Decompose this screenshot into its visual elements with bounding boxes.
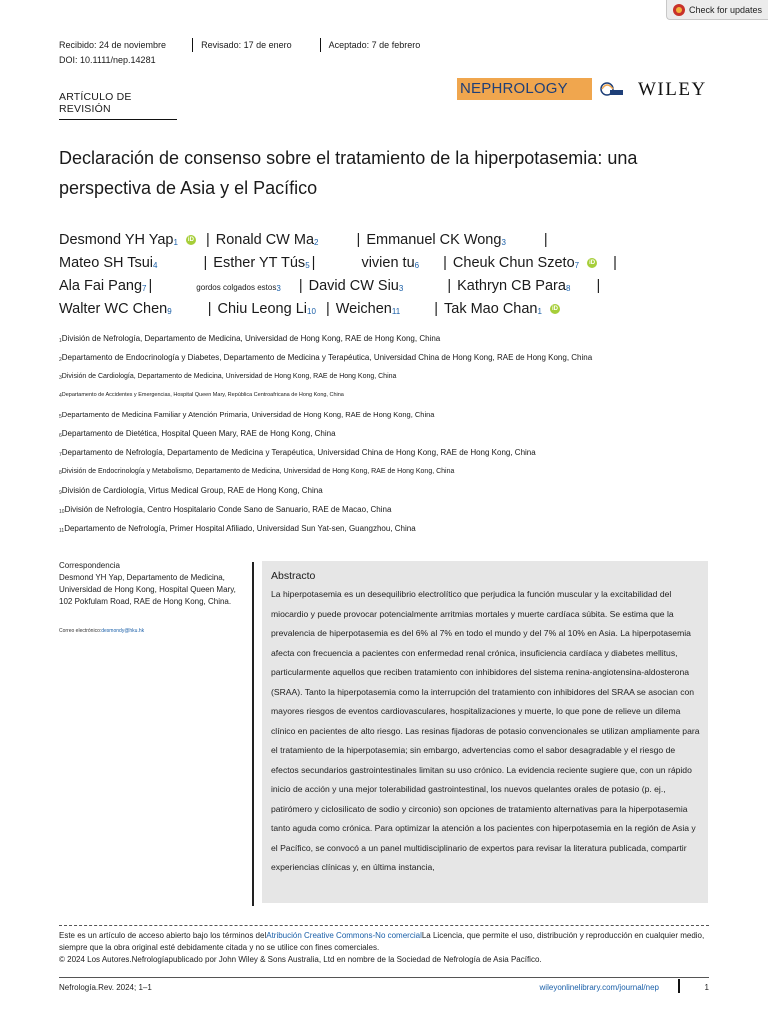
orcid-icon[interactable]: iD: [187, 237, 194, 244]
affiliation: $^6$Departamento de Dietética, Hospital Queen Mary, RAE de Hong Kong, China: [59, 429, 336, 439]
article-title: Declaración de consenso sobre el tratamiento de la hiperpotasemia: una perspectiva de Asia y el Pacífico: [59, 148, 638, 198]
correspondence-label: Correspondencia: [59, 561, 120, 570]
received-date: Recibido: 24 de noviembre: [59, 40, 167, 50]
affiliation-list: [59, 332, 739, 541]
affiliation: $^7$Departamento de Nefrología, Departamento de Medicina y Terapéutica, Universidad China de Hong Kong, RAE de Hong Kong, China: [59, 448, 536, 458]
check-for-updates-button[interactable]: [666, 0, 768, 20]
abstract-text: La hiperpotasemia es un desequilibrio electrolítico que perjudica la función muscular y la excitabilidad del miocardio y puede provocar potencialmente arritmias mortales y muerte cardíaca súbita. Se estima que la prevalencia de hiperpotasemia es del 6% al 7% en todo el mundo y del 7% al 10% en Asia. La hiperpotasemia afecta con frecuencia a pacientes con enfermedad renal crónica, insuficiencia cardíaca y diabetes mellitus, particularmente aquellos que reciben tratamiento con inhibidores del sistema renina-angiotensina-aldosterona (SRAA). Tanto la hiperpotasemia como la interrupción del tratamiento con inhibidores del SRAA se asocian con mayores riesgos de eventos cardiovasculares, hospitalizaciones y muerte, lo que pone de relieve un dilema clínico en pacientes de alto riesgo. Las resinas fijadoras de potasio convencionales se utilizan ampliamente para el tratamiento de la hiperpotasemia; sin embargo, advertencias como el sabor desagradable y el riesgo de efectos secundarios gastrointestinales limitan su uso crónico. La evidencia reciente sugiere que, con un rápido inicio de acción y una mejor tolerabilidad gastrointestinal, los nuevos quelantes orales de potasio (p. ej., patirómero y ciclosilicato de sodio y circonio) son opciones de tratamiento alternativas para la hiperpotasemia tanto aguda como crónica. Para optimizar la atención a los pacientes con hiperpotasemia en la región de Asia y el Pacífico, se convocó a un panel multidisciplinario de expertos para revisar la literatura publicada, compartir experiencias clínicas y, en última instancia,: [271, 589, 700, 872]
affiliation: $^3$División de Cardiología, Departamento de Medicina, Universidad de Hong Kong, RAE de Hong Kong, China: [59, 373, 397, 381]
author-name[interactable]: Weichen$^{11}$: [335, 301, 401, 317]
author-name[interactable]: Walter WC Chen$^9$: [59, 301, 172, 317]
publication-dates: [59, 38, 420, 52]
author-name[interactable]: Kathryn CB Para$^8$: [457, 278, 571, 294]
orcid-icon[interactable]: iD: [589, 260, 596, 267]
affiliation: $^9$División de Cardiología, Virtus Medical Group, RAE de Hong Kong, China: [59, 486, 323, 496]
article-type: ARTÍCULO DE REVISIÓN: [59, 91, 177, 120]
author-name[interactable]: gordos colgados estos$^3$: [196, 283, 281, 293]
affiliation: $^{10}$División de Nefrología, Centro Hospitalario Conde Sano de Sanuario, RAE de Macao, China: [59, 505, 392, 515]
affiliation: $^8$División de Endocrinología y Metabolismo, Departamento de Medicina, Universidad de Hong Kong, RAE de Hong Kong, China: [59, 468, 455, 476]
correspondence: [59, 560, 244, 608]
column-divider: [252, 562, 254, 906]
correspondence-email: Correo electrónico:desmondy@hku.hk: [59, 628, 145, 634]
correspondence-address: Desmond YH Yap, Departamento de Medicina, Universidad de Hong Kong, Hospital Queen Mary, 102 Pokfulam Road, RAE de Hong Kong, China.: [59, 573, 236, 606]
author-name[interactable]: Ronald CW Ma$^2$: [215, 232, 319, 248]
crossmark-icon: [673, 4, 685, 16]
author-name[interactable]: Ala Fai Pang$^7$: [59, 278, 147, 294]
affiliation: $^5$Departamento de Medicina Familiar y Atención Primaria, Universidad de Hong Kong, RAE de Hong Kong, China: [59, 410, 435, 420]
doi[interactable]: DOI: 10.1111/nep.14281: [59, 55, 156, 65]
author-name[interactable]: Tak Mao Chan$^1$: [444, 301, 542, 317]
check-for-updates-label: Check for updates: [689, 4, 763, 15]
abstract-heading: Abstracto: [271, 570, 316, 582]
accepted-date: Aceptado: 7 de febrero: [328, 40, 421, 50]
affiliation: $^4$Departamento de Accidentes y Emergencias, Hospital Queen Mary, República Centroafricana de Hong Kong, China: [59, 392, 344, 399]
journal-url-link[interactable]: wileyonlinelibrary.com/journal/nep: [539, 983, 659, 992]
author-name[interactable]: Cheuk Chun Szeto$^7$: [452, 255, 580, 271]
license-link[interactable]: Atribución Creative Commons-No comercial: [266, 931, 422, 940]
revised-date: Revisado: 17 de enero: [201, 40, 292, 50]
author-name[interactable]: Emmanuel CK Wong$^3$: [366, 232, 506, 248]
journal-citation: Nefrología.Rev. 2024; 1–1: [59, 983, 152, 992]
author-name[interactable]: David CW Siu$^3$: [308, 278, 404, 294]
affiliation: $^2$Departamento de Endocrinología y Diabetes, Departamento de Medicina y Terapéutica, Universidad China de Hong Kong, RAE de Hong Kong, China: [59, 353, 593, 363]
publisher-logo: WILEY: [638, 79, 707, 100]
email-link[interactable]: desmondy@hku.hk: [101, 628, 145, 634]
license-notice: Este es un artículo de acceso abierto bajo los términos delAtribución Creative Commons-No comercialLa Licencia, que permite el uso, distribución y reproducción en cualquier medio, siempre que la obra original esté debidamente citada y no se utilice con fines comerciales. © 2024 Los Autores.Nefrologíapublicado por John Wiley & Sons Australia, Ltd en nombre de la Sociedad de Nefrología de Asia Pacífico.: [59, 930, 709, 966]
author-name[interactable]: Mateo SH Tsui$^4$: [59, 255, 158, 271]
divider: [59, 925, 709, 926]
divider: [59, 977, 709, 978]
journal-logo: NEPHROLOGY: [457, 78, 592, 100]
divider: [192, 38, 193, 52]
abstract-box: [262, 561, 708, 903]
affiliation: $^1$División de Nefrología, Departamento de Medicina, Universidad de Hong Kong, RAE de Hong Kong, China: [59, 334, 441, 344]
orcid-icon[interactable]: iD: [551, 306, 558, 313]
author-name[interactable]: Esther YT Tús$^5$: [213, 255, 310, 271]
author-name[interactable]: Desmond YH Yap$^1$: [59, 232, 178, 248]
divider: [320, 38, 321, 52]
society-logo-icon: [598, 78, 624, 100]
divider: [678, 979, 680, 993]
author-list: Desmond YH Yap$^1$ iD | Ronald CW Ma$^2$ | Emmanuel CK Wong$^3$ | Mateo SH Tsui$^4$ | Esther YT Tús$^5$ | vivien $tu^6$ | Cheuk Chun Szeto$^7$ iD | Ala Fai Pang$^7$ | gordos colgados estos$^3$ | David CW Siu$^3$ | Kathryn CB Para$^8$ | Walter WC Chen$^9$ | Chiu Leong Li$^{10}$ | Weichen$^{11}$ | Tak Mao Chan$^1$ iD: [59, 232, 617, 317]
author-name[interactable]: vivien $tu^6$: [361, 255, 420, 271]
copyright: © 2024 Los Autores.Nefrologíapublicado por John Wiley & Sons Australia, Ltd en nombre de la Sociedad de Nefrología de Asia Pacífico.: [59, 955, 542, 964]
author-name[interactable]: Chiu Leong Li$^{10}$: [217, 301, 316, 317]
affiliation: $^{11}$Departamento de Nefrología, Primer Hospital Afiliado, Universidad Sun Yat-sen, Guangzhou, China: [59, 524, 416, 534]
page-number: 1: [704, 983, 709, 992]
